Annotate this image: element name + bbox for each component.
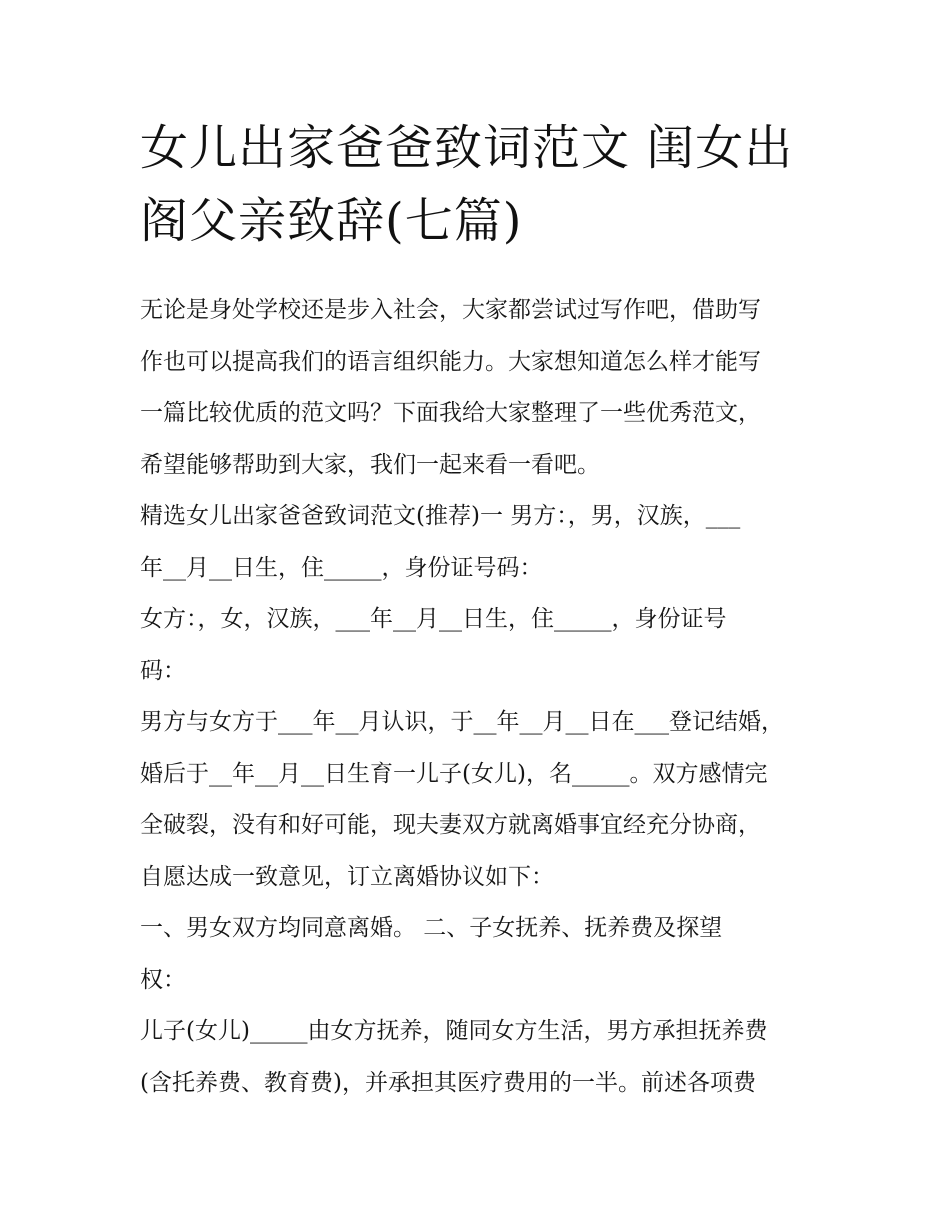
body-line: 码： xyxy=(140,657,186,684)
body-line: 婚后于__年__月__日生育一儿子(女儿)，名_____。双方感情完 xyxy=(140,760,768,787)
body-line: 权： xyxy=(140,966,186,993)
body-line: 男方与女方于___年__月认识，于__年__月__日在___登记结婚， xyxy=(140,709,784,735)
title-line: 阁父亲致辞(七篇) xyxy=(140,193,523,249)
body-line: 精选女儿出家爸爸致词范文(推荐)一 男方：，男，汉族，___ xyxy=(140,503,741,529)
body-line: 年__月__日生，住_____，身份证号码： xyxy=(140,554,543,581)
document-title xyxy=(140,112,820,258)
body-line: 无论是身处学校还是步入社会，大家都尝试过写作吧，借助写 xyxy=(140,297,761,323)
body-line: 一、男女双方均同意离婚。 二、子女抚养、抚养费及探望 xyxy=(140,915,723,941)
body-line: 女方：，女，汉族，___年__月__日生，住_____，身份证号 xyxy=(140,606,727,632)
body-line: 希望能够帮助到大家，我们一起来看一看吧。 xyxy=(140,451,600,478)
body-line: 自愿达成一致意见，订立离婚协议如下： xyxy=(140,863,554,890)
body-line: 全破裂，没有和好可能，现夫妻双方就离婚事宜经充分协商， xyxy=(140,812,761,838)
title-line: 女儿出家爸爸致词范文 闺女出 xyxy=(140,120,794,176)
body-line: 作也可以提高我们的语言组织能力。大家想知道怎么样才能写 xyxy=(140,348,761,375)
body-line: (含托养费、教育费)，并承担其医疗费用的一半。前述各项费 xyxy=(140,1069,756,1096)
document-body xyxy=(140,285,830,1109)
body-line: 儿子(女儿)_____由女方抚养，随同女方生活，男方承担抚养费 xyxy=(140,1018,768,1044)
body-line: 一篇比较优质的范文吗？下面我给大家整理了一些优秀范文， xyxy=(140,400,761,426)
